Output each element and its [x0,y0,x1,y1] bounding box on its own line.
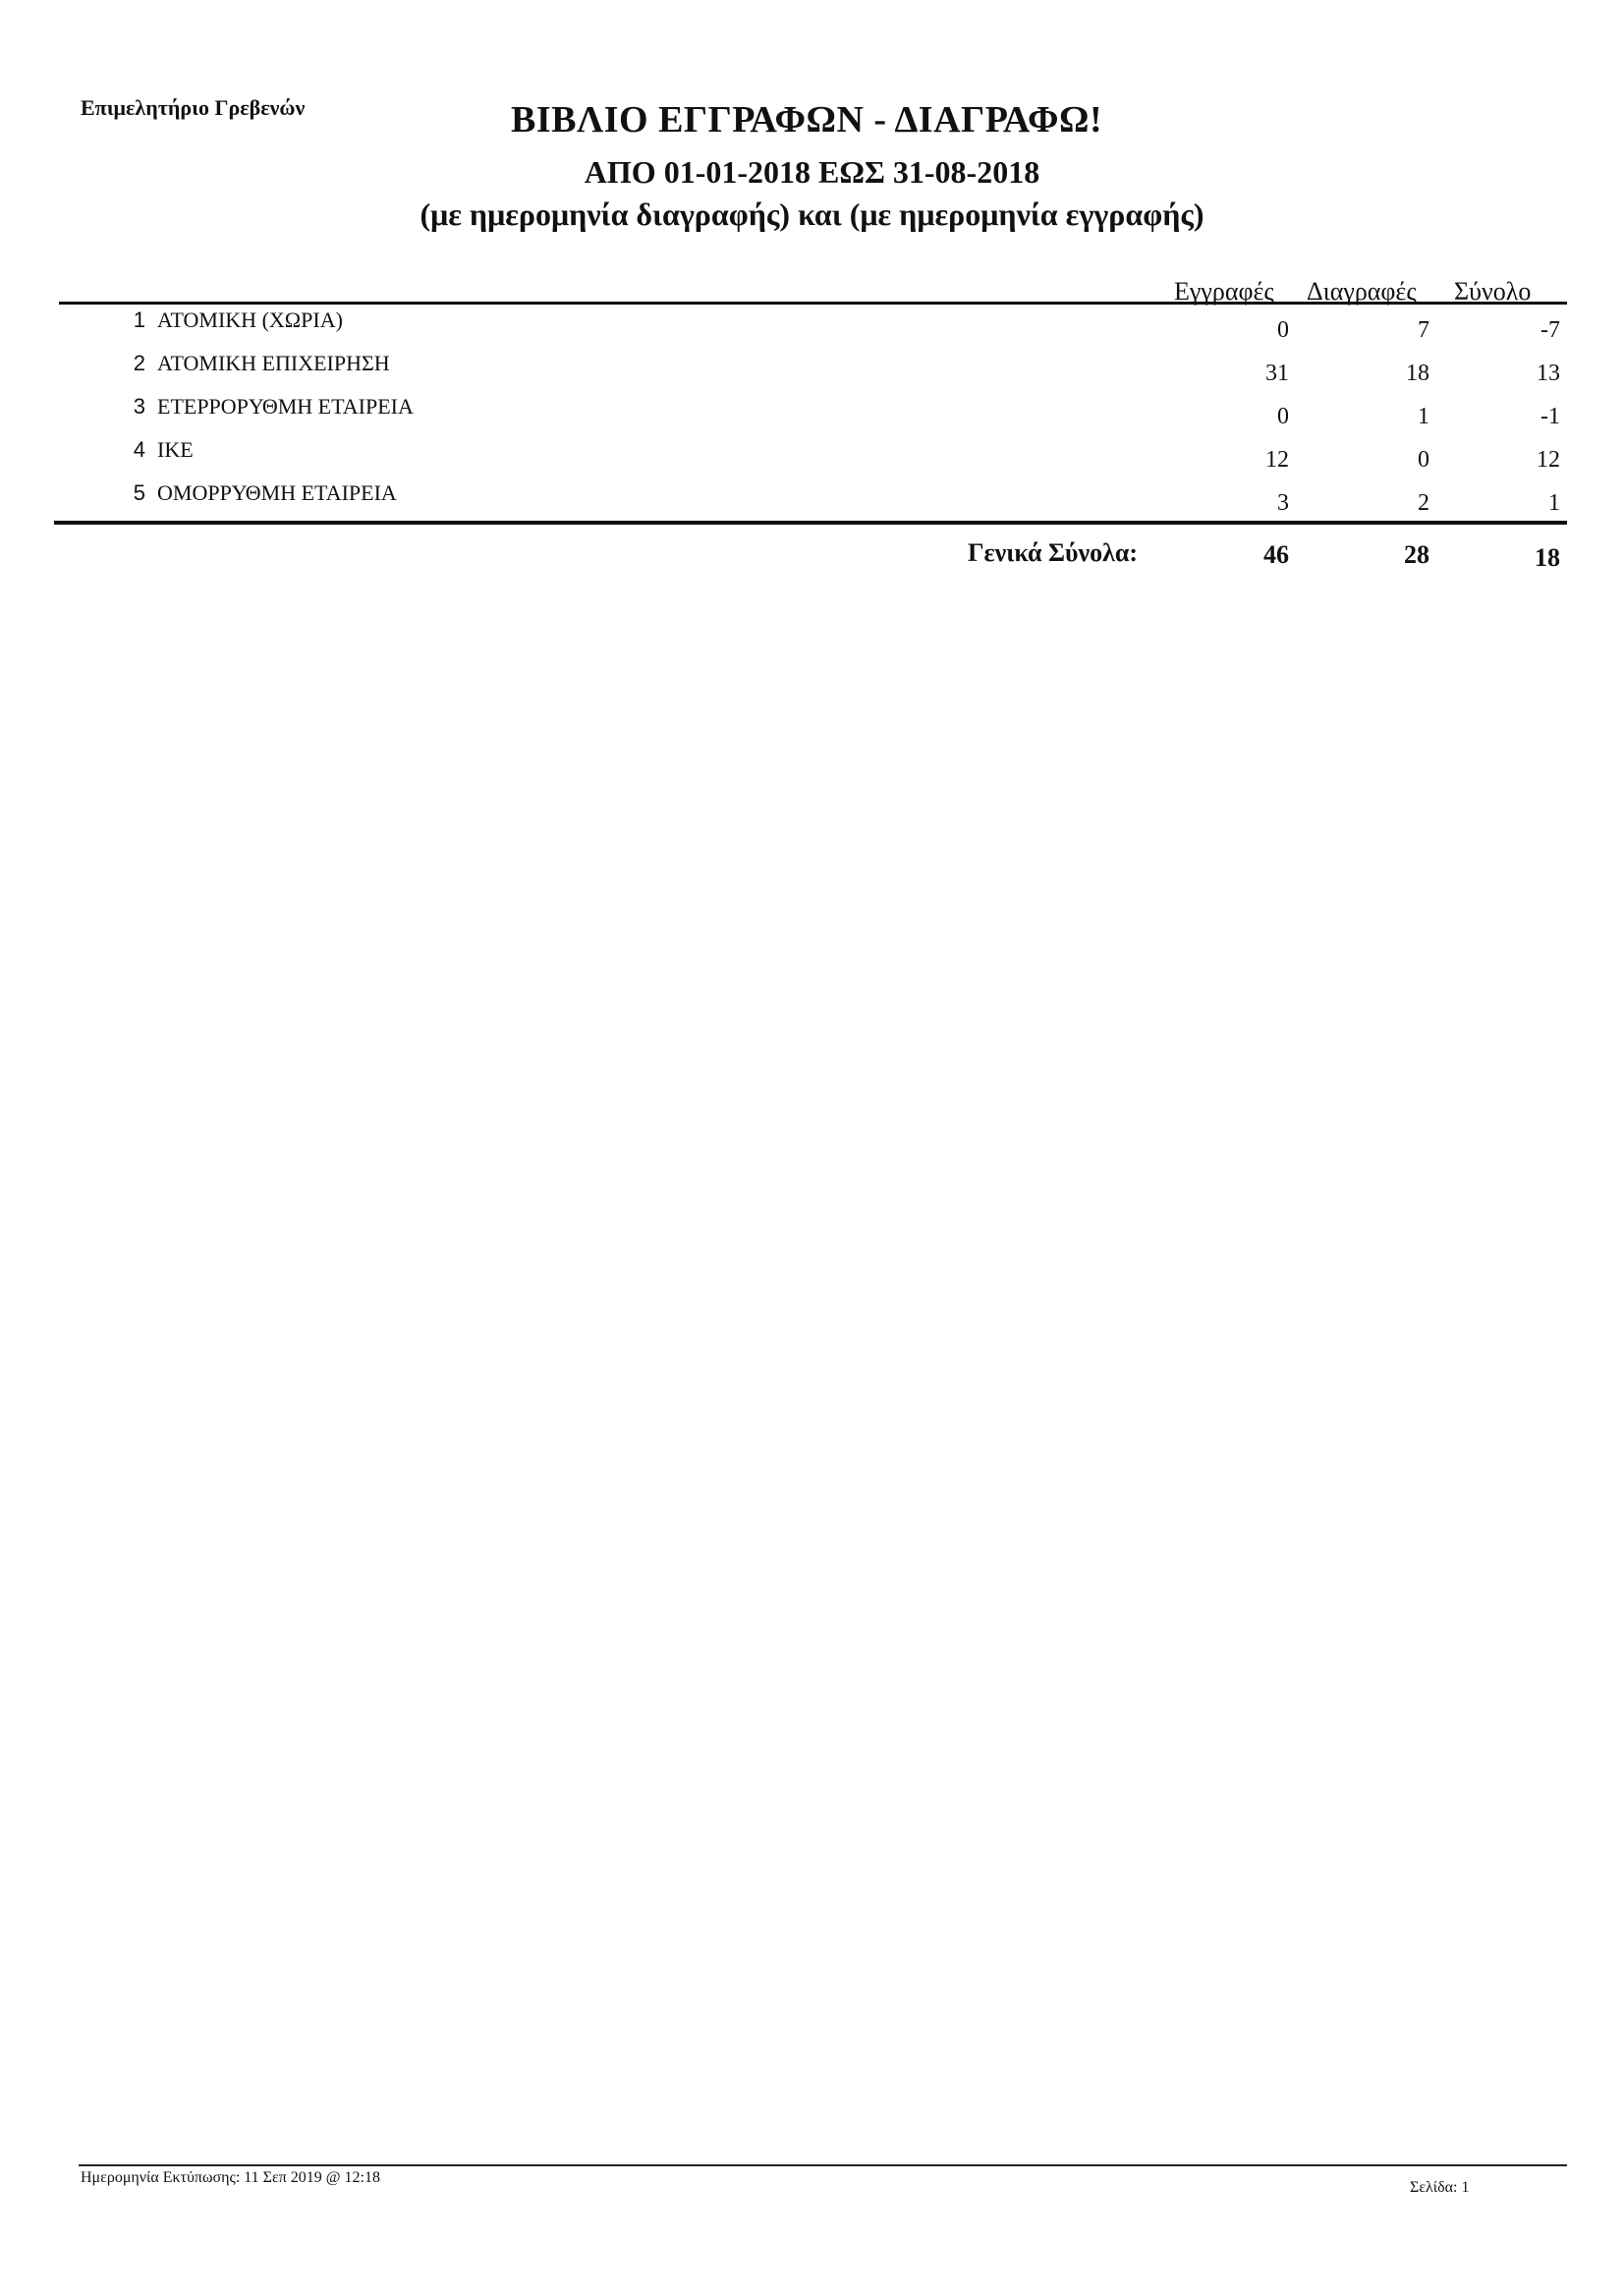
row-name: ΙΚΕ [157,437,194,462]
row-registrations: 3 [1277,490,1289,516]
row-number: 3 [133,394,145,419]
row-name: ΟΜΟΡΡΥΘΜΗ ΕΤΑΙΡΕΙΑ [157,480,397,505]
page-number: Σελίδα: 1 [1410,2179,1470,2196]
footer-rule [79,2164,1567,2166]
totals-deletions: 28 [1404,540,1429,569]
report-period: ΑΠΟ 01-01-2018 ΕΩΣ 31-08-2018 [584,154,1040,190]
column-header-registrations: Εγγραφές [1174,277,1274,306]
row-number: 5 [133,480,145,505]
row-total: 12 [1537,447,1560,473]
row-number: 1 [133,308,145,332]
row-registrations: 0 [1277,404,1289,429]
row-total: 1 [1548,490,1560,516]
totals-registrations: 46 [1263,540,1289,569]
report-title: ΒΙΒΛΙΟ ΕΓΓΡΑΦΩΝ - ΔΙΑΓΡΑΦΩ! [511,99,1103,140]
table-row [0,437,1624,480]
totals-label: Γενικά Σύνολα: [968,538,1139,567]
report-note: (με ημερομηνία διαγραφής) και (με ημερομηνία εγγραφής) [420,196,1204,232]
row-deletions: 0 [1418,447,1429,473]
row-registrations: 12 [1265,447,1289,473]
row-registrations: 31 [1265,361,1289,386]
row-registrations: 0 [1277,317,1289,343]
row-name: ΑΤΟΜΙΚΗ ΕΠΙΧΕΙΡΗΣΗ [157,351,390,375]
row-deletions: 7 [1418,317,1429,343]
totals-total: 18 [1535,543,1560,572]
row-deletions: 1 [1418,404,1429,429]
organization-name: Επιμελητήριο Γρεβενών [81,95,306,120]
row-deletions: 2 [1418,490,1429,516]
row-name: ΑΤΟΜΙΚΗ (ΧΩΡΙΑ) [157,308,343,332]
column-header-total: Σύνολο [1454,277,1532,306]
print-date: Ημερομηνία Εκτύπωσης: 11 Σεπ 2019 @ 12:18 [81,2169,380,2186]
row-number: 4 [133,437,145,462]
table-row [0,351,1624,394]
row-total: 13 [1537,361,1560,386]
column-header-deletions: Διαγραφές [1307,277,1417,306]
totals-rule [54,521,1567,525]
row-total: -1 [1540,404,1560,429]
table-row [0,480,1624,524]
row-total: -7 [1540,317,1560,343]
row-deletions: 18 [1406,361,1429,386]
table-row [0,394,1624,437]
row-name: ΕΤΕΡΡΟΡΥΘΜΗ ΕΤΑΙΡΕΙΑ [157,394,414,419]
row-number: 2 [133,351,145,375]
header-rule [59,302,1567,305]
table-row [0,308,1624,351]
